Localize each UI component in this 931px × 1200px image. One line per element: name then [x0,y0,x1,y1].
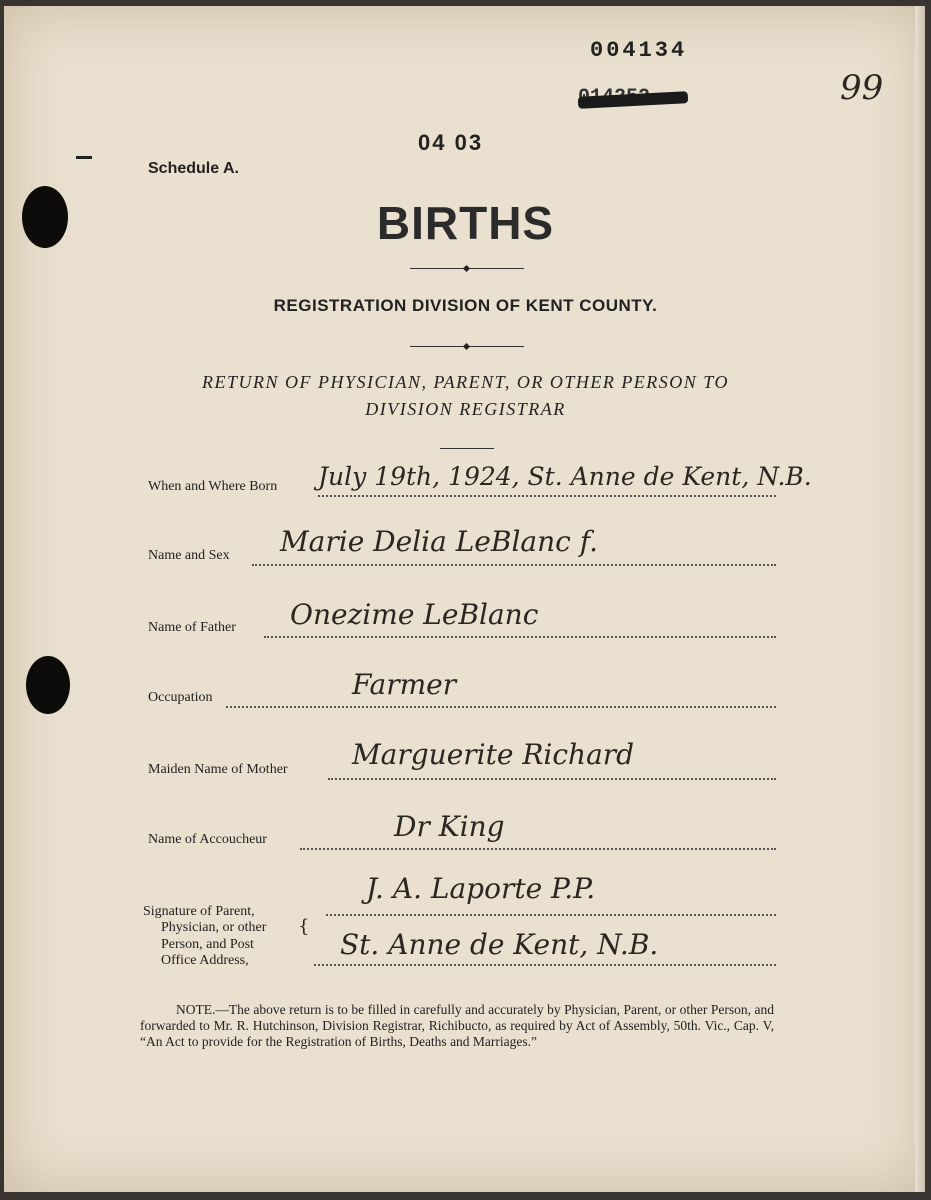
accoucheur-value: Dr King [394,810,505,843]
signature-line [326,914,776,916]
page-title: BIRTHS [376,197,555,249]
occupation-line [226,706,776,708]
registration-division: REGISTRATION DIVISION OF KENT COUNTY. [273,296,658,315]
page-number: 99 [840,68,884,108]
schedule-label: Schedule A. [148,160,239,177]
mother-line [328,778,776,780]
father-label: Name of Father [148,620,236,635]
accoucheur-label: Name of Accoucheur [148,832,267,847]
note-paragraph: NOTE.—The above return is to be filled in carefully and accurately by Physician, Parent, or other Person, and forwarded to Mr. R. Hutchinson, Division Registrar, Richibucto, as required by Act of Assembly, 50th. Vic., Cap. V, “An Act to provide for the Registration of Births, Deaths and Marriages.” [140,1002,774,1049]
when-where-label: When and Where Born [148,479,278,494]
mother-value: Marguerite Richard [352,738,635,771]
father-value: Onezime LeBlanc [290,598,539,631]
margin-mark [76,156,92,159]
address-value: St. Anne de Kent, N.B. [340,928,659,961]
paper-edge [915,6,925,1192]
when-where-line [318,495,776,497]
form-code: 04 03 [418,130,484,155]
name-sex-line [252,564,776,566]
return-heading-line-2: DIVISION REGISTRAR [365,399,566,419]
mother-label: Maiden Name of Mother [148,762,288,777]
punch-hole-bottom [26,656,70,714]
brace-mark: { [298,916,310,937]
occupation-value: Farmer [352,668,457,701]
signature-label-1: Signature of Parent, [143,904,255,919]
name-sex-label: Name and Sex [148,548,230,563]
divider-3 [440,448,494,449]
serial-number: 004134 [590,38,688,63]
address-line [314,964,776,966]
signature-label-2: Physician, or other [161,920,267,935]
signature-label-4: Office Address, [161,953,249,968]
occupation-label: Occupation [148,690,213,705]
return-heading-line-1: RETURN OF PHYSICIAN, PARENT, OR OTHER PERSON TO [201,372,729,392]
signature-label-3: Person, and Post [161,937,254,952]
accoucheur-line [300,848,776,850]
when-where-value: July 19th, 1924, St. Anne de Kent, N.B. [318,462,812,491]
name-sex-value: Marie Delia LeBlanc f. [280,525,598,558]
father-line [264,636,776,638]
signature-value: J. A. Laporte P.P. [366,872,596,905]
